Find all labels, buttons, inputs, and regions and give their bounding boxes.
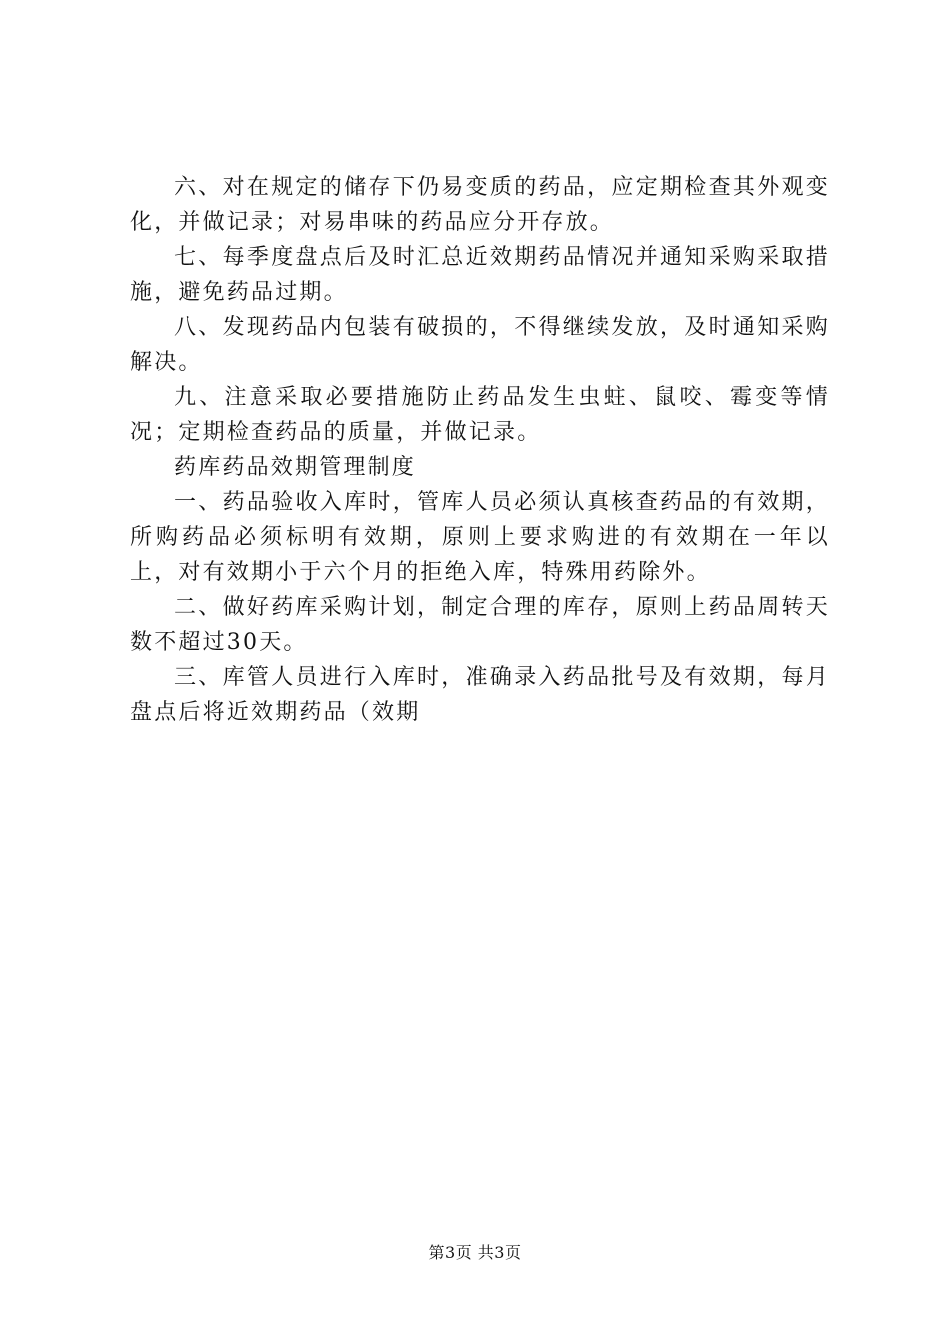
paragraph-item-8: 八、发现药品内包装有破损的，不得继续发放，及时通知采购解决。 — [130, 315, 830, 375]
paragraph-item-2: 二、做好药库采购计划，制定合理的库存，原则上药品周转天数不超过30天。 — [130, 595, 830, 655]
paragraph-item-1: 一、药品验收入库时，管库人员必须认真核查药品的有效期，所购药品必须标明有效期，原则上要求购进的有效期在一年以上，对有效期小于六个月的拒绝入库，特殊用药除外。 — [130, 490, 830, 585]
page-footer: 第3页 共3页 — [428, 1243, 522, 1262]
paragraph-item-7: 七、每季度盘点后及时汇总近效期药品情况并通知采购采取措施，避免药品过期。 — [130, 245, 830, 305]
paragraph-item-9: 九、注意采取必要措施防止药品发生虫蛀、鼠咬、霉变等情况；定期检查药品的质量，并做记录。 — [130, 385, 830, 445]
section-heading: 药库药品效期管理制度 — [174, 455, 417, 480]
paragraph-item-3: 三、库管人员进行入库时，准确录入药品批号及有效期，每月盘点后将近效期药品（效期 — [130, 665, 830, 725]
paragraph-item-6: 六、对在规定的储存下仍易变质的药品，应定期检查其外观变化，并做记录；对易串味的药品应分开存放。 — [130, 175, 830, 235]
document-body — [130, 170, 830, 730]
